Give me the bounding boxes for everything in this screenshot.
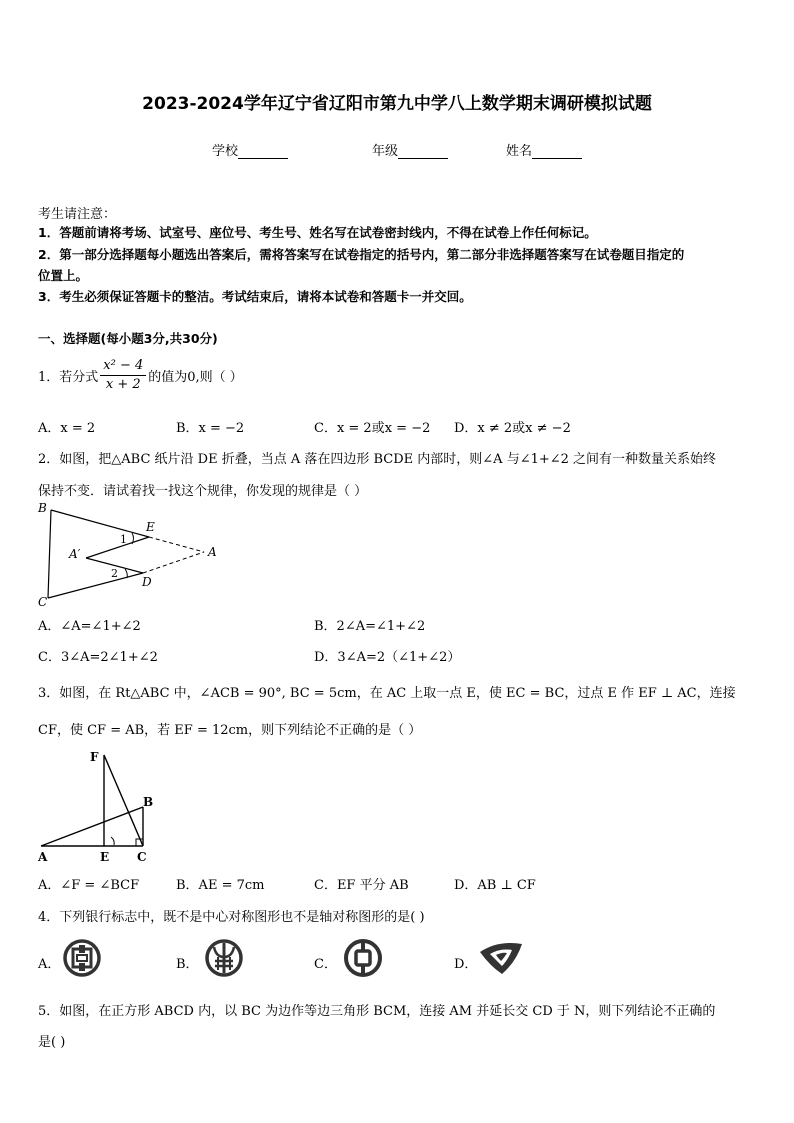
q1-fraction	[100, 357, 146, 394]
q1-prefix: 1．若分式	[38, 370, 99, 385]
fig-line-be	[51, 510, 149, 537]
notice-item: 位置上。	[38, 268, 89, 283]
section-heading: 一、选择题(每小题3分,共30分)	[38, 331, 218, 346]
fig-label-d: D	[142, 575, 152, 589]
fig-label-c: C	[137, 850, 147, 864]
q1-option-c[interactable]: C．x = 2或x = −2	[314, 421, 431, 436]
notice-heading: 考生请注意：	[38, 207, 117, 222]
school-blank[interactable]	[238, 146, 288, 159]
fig-line-ea-dashed	[149, 537, 204, 552]
q3-text: CF，使 CF = AB，若 EF = 12cm，则下列结论不正确的是（ ）	[38, 723, 422, 738]
q4-option-b[interactable]: B．	[176, 957, 199, 972]
fig-line-da-dashed	[143, 552, 204, 573]
fig-label-f: F	[90, 750, 99, 764]
fig-label-2: 2	[111, 567, 118, 580]
fig-line-cf	[104, 755, 143, 846]
school-label: 学校	[212, 144, 239, 159]
icbc-logo-icon	[62, 938, 102, 978]
school-field	[212, 140, 288, 159]
fig-label-a-prime: A′	[69, 547, 81, 561]
q4-option-d[interactable]: D．	[454, 957, 478, 972]
fig-label-1: 1	[120, 533, 127, 546]
q1-numerator: x² − 4	[100, 357, 146, 376]
q4-text: 4．下列银行标志中，既不是中心对称图形也不是轴对称图形的是( )	[38, 910, 425, 925]
q3-option-a[interactable]: A．∠F = ∠BCF	[38, 878, 140, 893]
fig-label-b: B	[143, 795, 154, 809]
fig-label-a: A	[38, 850, 48, 864]
fig-line-ab	[41, 807, 143, 846]
q3-option-b[interactable]: B．AE = 7cm	[176, 878, 265, 893]
fig-angle-mark-2	[125, 569, 127, 578]
notice-item: 3．考生必须保证答题卡的整洁。考试结束后，请将本试卷和答题卡一并交回。	[38, 289, 472, 304]
q2-text: 保持不变．请试着找一找这个规律，你发现的规律是（ ）	[38, 484, 368, 499]
q3-figure	[36, 745, 166, 867]
bank-of-china-logo-icon	[342, 937, 384, 979]
q2-option-a[interactable]: A．∠A=∠1+∠2	[38, 619, 141, 634]
fig-label-e: E	[100, 850, 110, 864]
q4-option-a[interactable]: A．	[38, 957, 61, 972]
q2-text: 2．如图，把△ABC 纸片沿 DE 折叠，当点 A 落在四边形 BCDE 内部时，则∠A 与∠1+∠2 之间有一种数量关系始终	[38, 452, 717, 467]
page-title: 2023-2024学年辽宁省辽阳市第九中学八上数学期末调研模拟试题	[142, 94, 652, 114]
q1-option-d[interactable]: D．x ≠ 2或x ≠ −2	[454, 421, 571, 436]
name-field	[506, 140, 582, 159]
grade-label: 年级	[372, 144, 399, 159]
fig-angle-mark	[111, 837, 114, 845]
name-label: 姓名	[506, 144, 533, 159]
fig-label-a: A	[208, 545, 217, 559]
fig-line-ea-prime	[86, 537, 149, 558]
q2-figure	[36, 500, 236, 612]
notice-item: 1．答题前请将考场、试室号、座位号、考生号、姓名写在试卷密封线内，不得在试卷上作任何标记。	[38, 225, 597, 240]
grade-field	[372, 140, 448, 159]
q1-option-a[interactable]: A．x = 2	[38, 421, 96, 436]
q3-option-c[interactable]: C．EF 平分 AB	[314, 878, 409, 893]
q1-suffix: 的值为0,则（ ）	[148, 370, 243, 385]
q3-option-d[interactable]: D．AB ⊥ CF	[454, 878, 536, 893]
fig-line-cd	[48, 573, 143, 598]
ccb-logo-icon	[476, 938, 526, 978]
q3-text: 3．如图，在 Rt△ABC 中，∠ACB = 90°, BC = 5cm，在 AC 上取一点 E，使 EC = BC，过点 E 作 EF ⊥ AC，连接	[38, 686, 736, 701]
fig-label-c: C	[38, 595, 48, 609]
notice-item: 2．第一部分选择题每小题选出答案后，需将答案写在试卷指定的括号内，第二部分非选择题答案写在试卷题目指定的	[38, 247, 685, 262]
q5-text: 是( )	[38, 1035, 66, 1050]
q5-text: 5．如图，在正方形 ABCD 内，以 BC 为边作等边三角形 BCM，连接 AM 并延长交 CD 于 N，则下列结论不正确的	[38, 1004, 716, 1019]
q1-option-b[interactable]: B．x = −2	[176, 421, 245, 436]
question-1	[38, 357, 243, 394]
abc-bank-logo-icon	[204, 937, 244, 979]
name-blank[interactable]	[532, 146, 582, 159]
q2-option-d[interactable]: D．3∠A=2（∠1+∠2）	[314, 650, 461, 665]
fig-label-e: E	[146, 520, 155, 534]
grade-blank[interactable]	[398, 146, 448, 159]
q1-denominator: x + 2	[105, 377, 141, 392]
q2-option-c[interactable]: C．3∠A=2∠1+∠2	[38, 650, 158, 665]
fig-line-bc	[48, 510, 51, 598]
q4-option-c[interactable]: C．	[314, 957, 337, 972]
q2-option-b[interactable]: B．2∠A=∠1+∠2	[314, 619, 426, 634]
fig-label-b: B	[38, 501, 47, 515]
